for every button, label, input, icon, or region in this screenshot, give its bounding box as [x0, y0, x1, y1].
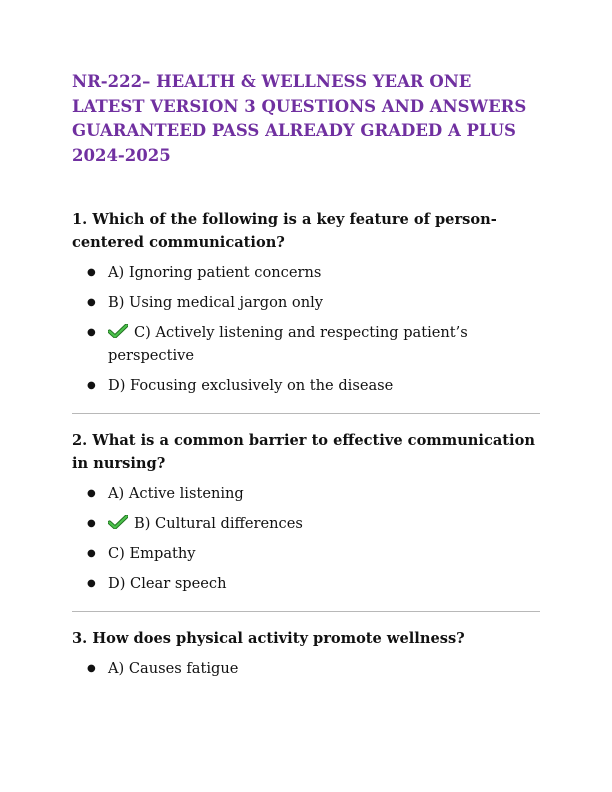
- section-divider: [72, 413, 540, 414]
- checkmark-icon: [108, 324, 128, 338]
- question-prompt: How does physical activity promote wellness?: [92, 630, 465, 647]
- option-list: [72, 261, 540, 397]
- question-1: [72, 208, 540, 397]
- bullet-icon: ●: [87, 297, 96, 308]
- section-divider: [72, 611, 540, 612]
- option-item-correct: [72, 512, 540, 535]
- question-number: 3.: [72, 630, 88, 647]
- option-text: D) Clear speech: [108, 575, 227, 592]
- option-item: [72, 482, 540, 505]
- option-item: [72, 572, 540, 595]
- option-text: A) Ignoring patient concerns: [108, 264, 322, 281]
- document-title: NR-222– HEALTH & WELLNESS YEAR ONE LATEST VERSION 3 QUESTIONS AND ANSWERS GUARANTEED PASS ALREADY GRADED A PLUS 2024-2025: [72, 72, 527, 165]
- question-number: 1.: [72, 211, 88, 228]
- question-3: [72, 627, 540, 680]
- question-text: [72, 208, 540, 254]
- option-item: [72, 542, 540, 565]
- option-item: [72, 374, 540, 397]
- question-number: 2.: [72, 432, 88, 449]
- bullet-icon: ●: [87, 380, 96, 391]
- option-text: C) Empathy: [108, 545, 196, 562]
- option-item: [72, 261, 540, 284]
- bullet-icon: ●: [87, 663, 96, 674]
- option-text: C) Actively listening and respecting patient’s perspective: [108, 324, 468, 364]
- option-item: [72, 657, 540, 680]
- option-text: D) Focusing exclusively on the disease: [108, 377, 394, 394]
- bullet-icon: ●: [87, 578, 96, 589]
- bullet-icon: ●: [87, 267, 96, 278]
- option-text: A) Causes fatigue: [108, 660, 239, 677]
- option-list: [72, 482, 540, 595]
- option-list: [72, 657, 540, 680]
- question-prompt: Which of the following is a key feature of person-centered communication?: [72, 211, 497, 251]
- checkmark-icon: [108, 515, 128, 529]
- option-item: [72, 291, 540, 314]
- option-item-correct: [72, 321, 540, 367]
- bullet-icon: ●: [87, 488, 96, 499]
- option-text: A) Active listening: [108, 485, 244, 502]
- option-text: B) Cultural differences: [134, 515, 303, 532]
- question-text: [72, 429, 540, 475]
- question-text: [72, 627, 540, 650]
- question-2: [72, 429, 540, 595]
- bullet-icon: ●: [87, 548, 96, 559]
- question-prompt: What is a common barrier to effective communication in nursing?: [72, 432, 535, 472]
- bullet-icon: ●: [87, 518, 96, 529]
- document-page: [72, 70, 540, 687]
- option-text: B) Using medical jargon only: [108, 294, 324, 311]
- bullet-icon: ●: [87, 327, 96, 338]
